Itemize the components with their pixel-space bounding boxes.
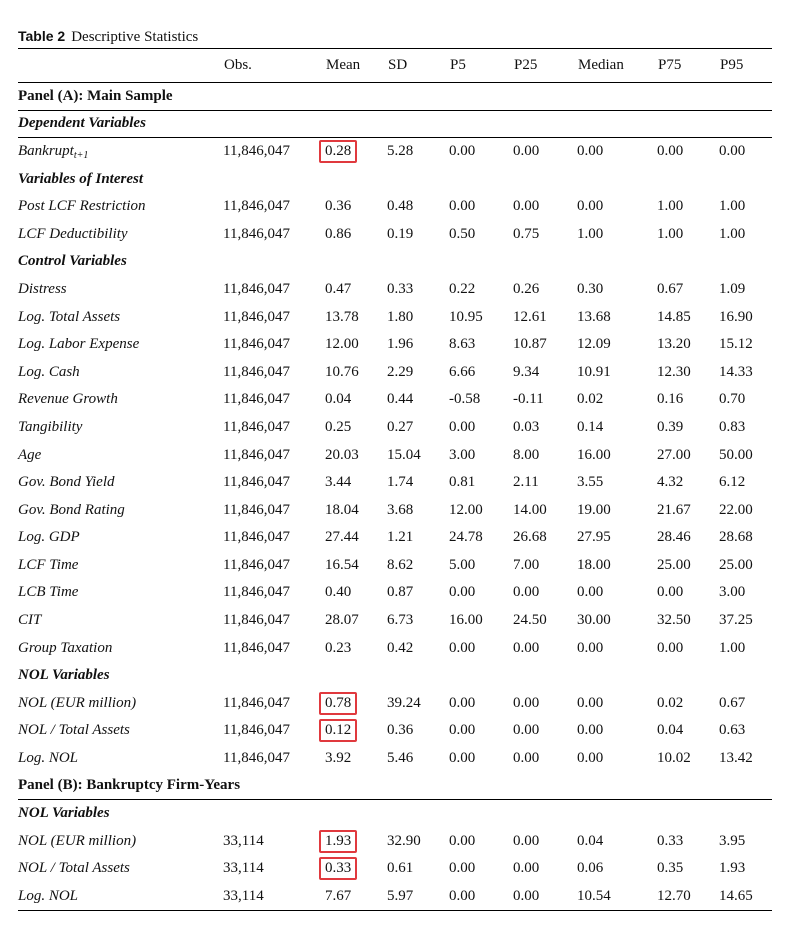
value-cell: 7.00: [513, 556, 540, 573]
value-cell: 28.68: [719, 529, 753, 546]
highlighted-value: 0.28: [319, 140, 357, 163]
value-cell: 7.67: [325, 883, 387, 911]
value-cell: 4.32: [657, 474, 684, 491]
value-cell: 1.00: [719, 198, 746, 215]
table-body: [18, 83, 772, 911]
table-row: [18, 441, 772, 469]
value-cell: 0.39: [657, 418, 684, 435]
value-cell: 10.95: [449, 308, 483, 325]
value-cell: 1.93: [719, 860, 746, 877]
value-cell: 11,846,047: [223, 584, 290, 601]
variable-name: [18, 414, 223, 442]
panel-title: Panel (B): Bankruptcy Firm-Years: [18, 772, 772, 800]
value-cell: 3.00: [449, 446, 476, 463]
header-cell: Median: [577, 49, 657, 83]
variable-label: Log. NOL: [18, 887, 79, 904]
value-cell: 0.86: [325, 225, 352, 242]
value-cell: 14.65: [719, 883, 772, 911]
variable-label: Log. Total Assets: [18, 308, 121, 325]
value-cell: 11,846,047: [223, 501, 290, 518]
highlighted-value: 0.33: [319, 857, 357, 880]
table-row: [18, 193, 772, 221]
value-cell: 26.68: [513, 529, 547, 546]
value-cell: 0.00: [513, 694, 540, 711]
table-row: [18, 138, 772, 166]
table-row: [18, 552, 772, 580]
value-cell: 27.00: [657, 446, 691, 463]
value-cell: 12.70: [657, 883, 719, 911]
variable-label: NOL / Total Assets: [18, 860, 130, 877]
panel-header-row: [18, 772, 772, 800]
variable-name: [18, 607, 223, 635]
variable-label: Log. GDP: [18, 529, 80, 546]
value-cell: 0.00: [577, 639, 604, 656]
variable-subscript: t+1: [73, 149, 89, 161]
variable-name: [18, 855, 223, 883]
value-cell: 12.09: [577, 336, 611, 353]
value-cell: 0.00: [657, 143, 684, 160]
value-cell: 32.50: [657, 612, 691, 629]
value-cell: 18.00: [577, 556, 611, 573]
value-cell: 37.25: [719, 612, 753, 629]
value-cell: 11,846,047: [223, 198, 290, 215]
value-cell: 1.00: [657, 225, 684, 242]
group-header-row: [18, 248, 772, 276]
value-cell: 33,114: [223, 883, 325, 911]
value-cell: 11,846,047: [223, 694, 290, 711]
variable-label: NOL / Total Assets: [18, 722, 130, 739]
value-cell: 0.00: [449, 883, 513, 911]
value-cell: 8.63: [449, 336, 476, 353]
value-cell: 19.00: [577, 501, 611, 518]
value-cell: 0.23: [325, 639, 352, 656]
value-cell: 5.00: [449, 556, 476, 573]
variable-name: [18, 717, 223, 745]
value-cell: 13.68: [577, 308, 611, 325]
value-cell: 13.20: [657, 336, 691, 353]
value-cell: 0.44: [387, 391, 414, 408]
value-cell: 0.03: [513, 418, 540, 435]
value-cell: 10.76: [325, 363, 359, 380]
value-cell: 2.11: [513, 474, 539, 491]
value-cell: 11,846,047: [223, 722, 290, 739]
variable-label: Log. Labor Expense: [18, 336, 140, 353]
value-cell: 0.67: [657, 280, 684, 297]
value-cell: 0.22: [449, 280, 476, 297]
value-cell: 3.00: [719, 584, 746, 601]
table-row: [18, 276, 772, 304]
value-cell: 12.30: [657, 363, 691, 380]
value-cell: 1.00: [719, 639, 746, 656]
highlighted-value: 0.78: [319, 692, 357, 715]
header-cell: SD: [387, 49, 449, 83]
value-cell: 0.00: [577, 722, 604, 739]
value-cell: 16.54: [325, 556, 359, 573]
variable-label: Tangibility: [18, 418, 83, 435]
value-cell: [325, 828, 387, 856]
value-cell: 10.02: [657, 750, 691, 767]
variable-name: [18, 220, 223, 248]
value-cell: 0.30: [577, 280, 604, 297]
value-cell: 5.28: [387, 143, 414, 160]
variable-label: Revenue Growth: [18, 391, 118, 408]
value-cell: 0.00: [449, 198, 476, 215]
value-cell: 1.00: [657, 198, 684, 215]
variable-name: [18, 524, 223, 552]
variable-name: [18, 358, 223, 386]
value-cell: 0.40: [325, 584, 352, 601]
value-cell: 0.00: [449, 722, 476, 739]
value-cell: 11,846,047: [223, 446, 290, 463]
value-cell: 11,846,047: [223, 750, 290, 767]
highlighted-value: 1.93: [319, 830, 357, 853]
value-cell: 0.70: [719, 391, 746, 408]
value-cell: 30.00: [577, 612, 611, 629]
value-cell: 0.67: [719, 694, 746, 711]
value-cell: 3.92: [325, 750, 352, 767]
variable-label: Gov. Bond Yield: [18, 474, 115, 491]
value-cell: 0.00: [513, 639, 540, 656]
value-cell: 3.95: [719, 832, 746, 849]
variable-label: Log. Cash: [18, 363, 80, 380]
value-cell: 0.00: [513, 198, 540, 215]
header-cell: P75: [657, 49, 719, 83]
panel-header-row: [18, 83, 772, 111]
variable-name: [18, 828, 223, 856]
table-title: Descriptive Statistics: [71, 29, 199, 45]
variable-name: [18, 469, 223, 497]
variable-name: [18, 303, 223, 331]
variable-name: [18, 634, 223, 662]
value-cell: 11,846,047: [223, 225, 290, 242]
value-cell: 14.33: [719, 363, 753, 380]
value-cell: 14.85: [657, 308, 691, 325]
variable-label: Log. NOL: [18, 750, 79, 767]
value-cell: 24.78: [449, 529, 483, 546]
table-row: [18, 883, 772, 911]
value-cell: 24.50: [513, 612, 547, 629]
value-cell: 0.00: [513, 750, 540, 767]
value-cell: 0.04: [325, 391, 352, 408]
value-cell: 0.48: [387, 198, 414, 215]
group-header-row: [18, 800, 772, 828]
value-cell: 0.63: [719, 722, 746, 739]
value-cell: 0.25: [325, 418, 352, 435]
variable-name: [18, 579, 223, 607]
value-cell: 0.00: [513, 143, 540, 160]
variable-label: LCB Time: [18, 584, 79, 601]
variable-label: Group Taxation: [18, 639, 113, 656]
table-row: [18, 634, 772, 662]
table-caption: [18, 24, 772, 48]
value-cell: 13.78: [325, 308, 359, 325]
variable-label: NOL (EUR million): [18, 832, 137, 849]
value-cell: 2.29: [387, 363, 414, 380]
value-cell: 0.36: [387, 722, 414, 739]
table-container: [18, 24, 772, 911]
value-cell: 0.06: [577, 860, 604, 877]
variable-label: LCF Time: [18, 556, 79, 573]
value-cell: 39.24: [387, 694, 421, 711]
header-cell: Mean: [325, 49, 387, 83]
table-row: [18, 855, 772, 883]
group-title: NOL Variables: [18, 805, 110, 822]
variable-name: [18, 745, 223, 773]
value-cell: 0.02: [577, 391, 604, 408]
group-header-row: [18, 165, 772, 193]
value-cell: 6.12: [719, 474, 746, 491]
variable-label: Age: [18, 446, 42, 463]
value-cell: 0.00: [449, 832, 476, 849]
value-cell: 27.44: [325, 529, 359, 546]
value-cell: 11,846,047: [223, 143, 290, 160]
value-cell: 3.68: [387, 501, 414, 518]
value-cell: 0.02: [657, 694, 684, 711]
value-cell: -0.58: [449, 391, 481, 408]
value-cell: 0.04: [657, 722, 684, 739]
group-title: NOL Variables: [18, 667, 110, 684]
highlighted-value: 0.12: [319, 719, 357, 742]
variable-label: Bankrupt: [18, 142, 74, 159]
group-title: Variables of Interest: [18, 170, 144, 187]
value-cell: 8.62: [387, 556, 414, 573]
value-cell: [325, 138, 387, 166]
value-cell: 10.54: [577, 883, 657, 911]
variable-name: [18, 883, 223, 911]
value-cell: 0.27: [387, 418, 414, 435]
header-cell: P5: [449, 49, 513, 83]
value-cell: 0.00: [449, 750, 476, 767]
value-cell: 22.00: [719, 501, 753, 518]
table-row: [18, 220, 772, 248]
value-cell: 0.75: [513, 225, 540, 242]
variable-name: [18, 193, 223, 221]
value-cell: 9.34: [513, 363, 540, 380]
value-cell: 1.00: [719, 225, 746, 242]
value-cell: 28.46: [657, 529, 691, 546]
table-row: [18, 358, 772, 386]
value-cell: 1.74: [387, 474, 414, 491]
value-cell: 0.00: [577, 694, 604, 711]
value-cell: 15.12: [719, 336, 753, 353]
value-cell: 0.00: [449, 860, 476, 877]
value-cell: 0.81: [449, 474, 476, 491]
table-row: [18, 469, 772, 497]
table-label: Table 2: [18, 28, 66, 44]
value-cell: -0.11: [513, 391, 544, 408]
group-title: Dependent Variables: [18, 110, 772, 138]
value-cell: 0.35: [657, 860, 684, 877]
variable-label: NOL (EUR million): [18, 694, 137, 711]
table-row: [18, 690, 772, 718]
value-cell: 25.00: [657, 556, 691, 573]
value-cell: 16.90: [719, 308, 753, 325]
value-cell: 1.00: [577, 225, 604, 242]
value-cell: 6.66: [449, 363, 476, 380]
value-cell: 0.00: [449, 143, 476, 160]
value-cell: 0.04: [577, 832, 604, 849]
value-cell: 0.00: [719, 143, 746, 160]
value-cell: 8.00: [513, 446, 540, 463]
value-cell: 32.90: [387, 832, 421, 849]
value-cell: 11,846,047: [223, 529, 290, 546]
header-cell: P95: [719, 49, 772, 83]
value-cell: [325, 855, 387, 883]
value-cell: 11,846,047: [223, 474, 290, 491]
variable-label: LCF Deductibility: [18, 225, 128, 242]
header-cell: P25: [513, 49, 577, 83]
value-cell: 0.36: [325, 198, 352, 215]
table-row: [18, 414, 772, 442]
value-cell: 0.16: [657, 391, 684, 408]
value-cell: 11,846,047: [223, 363, 290, 380]
value-cell: 12.61: [513, 308, 547, 325]
header-row: [18, 49, 772, 83]
value-cell: 11,846,047: [223, 336, 290, 353]
value-cell: 20.03: [325, 446, 359, 463]
table-row: [18, 524, 772, 552]
value-cell: 0.00: [513, 883, 577, 911]
value-cell: 0.00: [449, 418, 476, 435]
value-cell: 0.00: [449, 694, 476, 711]
variable-name: [18, 331, 223, 359]
value-cell: 0.47: [325, 280, 352, 297]
value-cell: 0.00: [577, 750, 604, 767]
variable-name: [18, 552, 223, 580]
variable-label: Distress: [18, 280, 67, 297]
value-cell: 33,114: [223, 860, 264, 877]
value-cell: 0.00: [513, 832, 540, 849]
value-cell: 16.00: [449, 612, 483, 629]
variable-label: Post LCF Restriction: [18, 198, 146, 215]
value-cell: 10.87: [513, 336, 547, 353]
variable-name: [18, 441, 223, 469]
value-cell: 11,846,047: [223, 280, 290, 297]
group-header-row: [18, 662, 772, 690]
value-cell: 0.50: [449, 225, 476, 242]
value-cell: 11,846,047: [223, 556, 290, 573]
value-cell: 0.83: [719, 418, 746, 435]
value-cell: 18.04: [325, 501, 359, 518]
value-cell: 27.95: [577, 529, 611, 546]
value-cell: 50.00: [719, 446, 753, 463]
table-row: [18, 828, 772, 856]
value-cell: 21.67: [657, 501, 691, 518]
value-cell: 12.00: [325, 336, 359, 353]
variable-name: [18, 276, 223, 304]
value-cell: 1.80: [387, 308, 414, 325]
table-row: [18, 745, 772, 773]
table-row: [18, 579, 772, 607]
value-cell: 25.00: [719, 556, 753, 573]
value-cell: [325, 690, 387, 718]
table-row: [18, 386, 772, 414]
value-cell: 0.00: [449, 639, 476, 656]
value-cell: 0.00: [657, 639, 684, 656]
value-cell: 28.07: [325, 612, 359, 629]
value-cell: 3.55: [577, 474, 604, 491]
table-row: [18, 303, 772, 331]
group-header-row: [18, 110, 772, 138]
value-cell: 6.73: [387, 612, 414, 629]
value-cell: 11,846,047: [223, 308, 290, 325]
value-cell: 0.19: [387, 225, 414, 242]
value-cell: 11,846,047: [223, 391, 290, 408]
value-cell: 0.33: [657, 832, 684, 849]
value-cell: 0.00: [657, 584, 684, 601]
variable-name: [18, 386, 223, 414]
value-cell: 11,846,047: [223, 639, 290, 656]
value-cell: 0.87: [387, 584, 414, 601]
value-cell: 0.00: [449, 584, 476, 601]
value-cell: 10.91: [577, 363, 611, 380]
value-cell: 0.00: [513, 584, 540, 601]
value-cell: 0.14: [577, 418, 604, 435]
value-cell: 0.26: [513, 280, 540, 297]
value-cell: 0.00: [513, 860, 540, 877]
value-cell: 0.33: [387, 280, 414, 297]
value-cell: 0.00: [577, 584, 604, 601]
value-cell: [325, 717, 387, 745]
value-cell: 3.44: [325, 474, 352, 491]
variable-label: Gov. Bond Rating: [18, 501, 125, 518]
value-cell: 0.00: [577, 198, 604, 215]
value-cell: 1.96: [387, 336, 414, 353]
header-cell-label: [18, 49, 223, 83]
value-cell: 1.09: [719, 280, 746, 297]
descriptive-statistics-table: [18, 48, 772, 911]
value-cell: 11,846,047: [223, 418, 290, 435]
header-cell: Obs.: [223, 49, 325, 83]
value-cell: 1.21: [387, 529, 414, 546]
value-cell: 15.04: [387, 446, 421, 463]
value-cell: 5.97: [387, 883, 449, 911]
value-cell: 0.00: [513, 722, 540, 739]
value-cell: 33,114: [223, 832, 264, 849]
value-cell: 16.00: [577, 446, 611, 463]
group-title: Control Variables: [18, 253, 127, 270]
table-row: [18, 717, 772, 745]
variable-name: [18, 138, 223, 166]
panel-title: Panel (A): Main Sample: [18, 83, 772, 111]
value-cell: 5.46: [387, 750, 414, 767]
table-row: [18, 496, 772, 524]
value-cell: 13.42: [719, 750, 753, 767]
variable-name: [18, 496, 223, 524]
value-cell: 14.00: [513, 501, 547, 518]
variable-name: [18, 690, 223, 718]
table-row: [18, 607, 772, 635]
table-row: [18, 331, 772, 359]
value-cell: 0.42: [387, 639, 414, 656]
variable-label: CIT: [18, 612, 42, 629]
value-cell: 0.61: [387, 860, 414, 877]
value-cell: 0.00: [577, 143, 604, 160]
value-cell: 11,846,047: [223, 612, 290, 629]
value-cell: 12.00: [449, 501, 483, 518]
